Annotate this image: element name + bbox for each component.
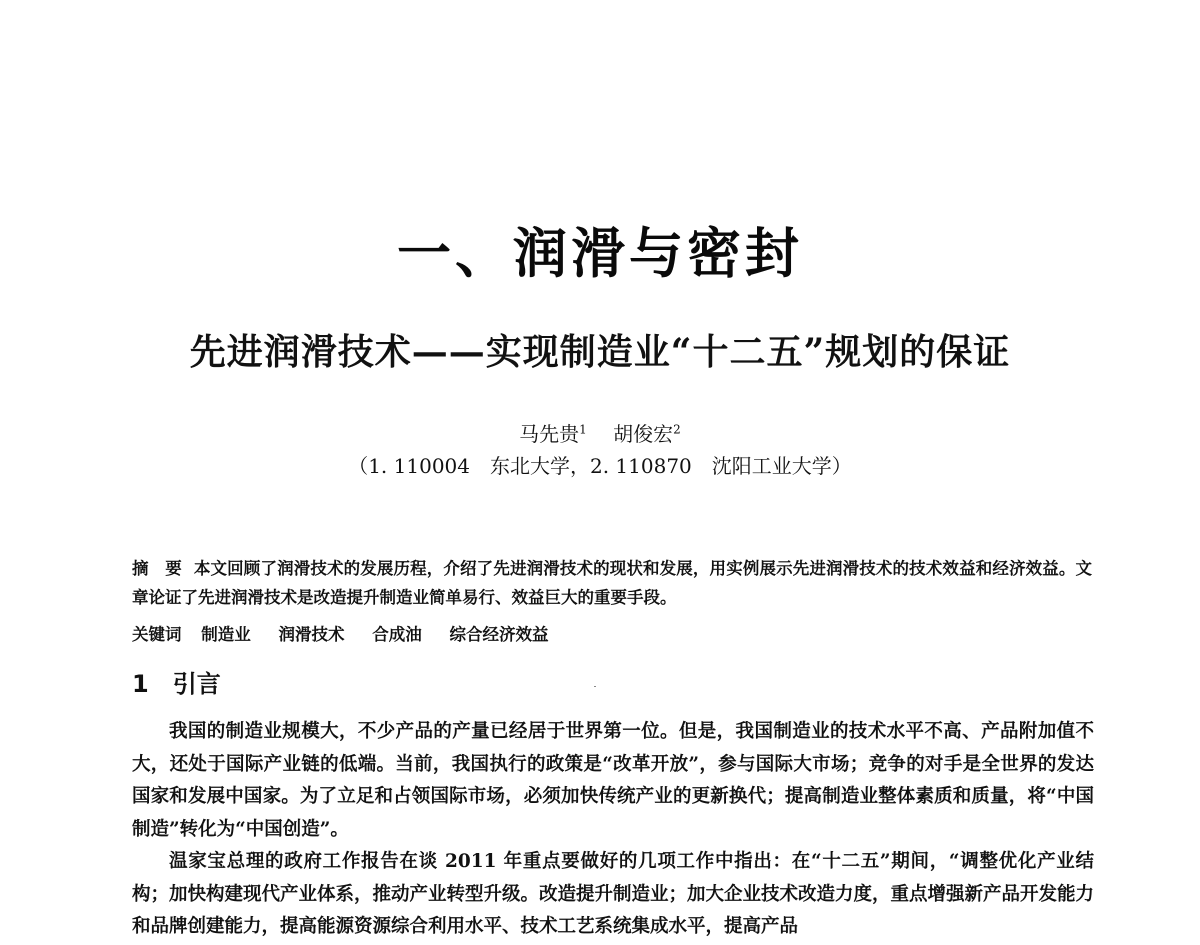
keywords xyxy=(132,622,1092,648)
abstract-label: 摘 要 xyxy=(132,559,182,578)
author-1 xyxy=(519,422,587,446)
author-affiliation-mark: 1 xyxy=(579,422,587,436)
abstract-text: 本文回顾了润滑技术的发展历程，介绍了先进润滑技术的现状和发展，用实例展示先进润滑技术的技术效益和经济效益。文章论证了先进润滑技术是改造提升制造业简单易行、效益巨大的重要手段。 xyxy=(132,559,1093,607)
article-title: 先进润滑技术——实现制造业“十二五”规划的保证 xyxy=(189,331,1011,373)
author-2 xyxy=(613,422,681,446)
section-heading xyxy=(132,667,221,701)
section-number: 1 xyxy=(132,670,149,698)
body-text xyxy=(132,716,1094,944)
paragraph: 我国的制造业规模大，不少产品的产量已经居于世界第一位。但是，我国制造业的技术水平不高、产品附加值不大，还处于国际产业链的低端。当前，我国执行的政策是“改革开放”，参与国际大市场；竞争的对手是全世界的发达国家和发展中国家。为了立足和占领国际市场，必须加快传统产业的更新换代；提高制造业整体素质和质量，将“中国制造”转化为“中国创造”。 xyxy=(132,721,1094,840)
keyword: 制造业 xyxy=(201,625,251,644)
author-line xyxy=(0,415,1200,448)
author-name: 胡俊宏 xyxy=(613,421,674,446)
section-title: 引言 xyxy=(172,670,221,698)
keyword: 润滑技术 xyxy=(278,625,345,644)
author-name: 马先贵 xyxy=(519,421,580,446)
abstract xyxy=(132,554,1092,612)
keyword: 综合经济效益 xyxy=(449,625,549,644)
author-affiliation-mark: 2 xyxy=(673,422,681,436)
scan-speck xyxy=(594,686,596,687)
chapter-title: 一、润滑与密封 xyxy=(397,222,803,285)
paragraph: 温家宝总理的政府工作报告在谈 2011 年重点要做好的几项工作中指出：在“十二五”期间，“调整优化产业结构；加快构建现代产业体系，推动产业转型升级。改造提升制造业；加大企业技术改造力度，重点增强新产品开发能力和品牌创建能力，提高能源资源综合利用水平、技术工艺系统集成水平，提高产品 xyxy=(132,851,1095,937)
keyword: 合成油 xyxy=(372,625,422,644)
keywords-label: 关键词 xyxy=(132,625,182,644)
affiliation-line: （1. 110004 东北大学，2. 110870 沈阳工业大学） xyxy=(348,454,852,478)
